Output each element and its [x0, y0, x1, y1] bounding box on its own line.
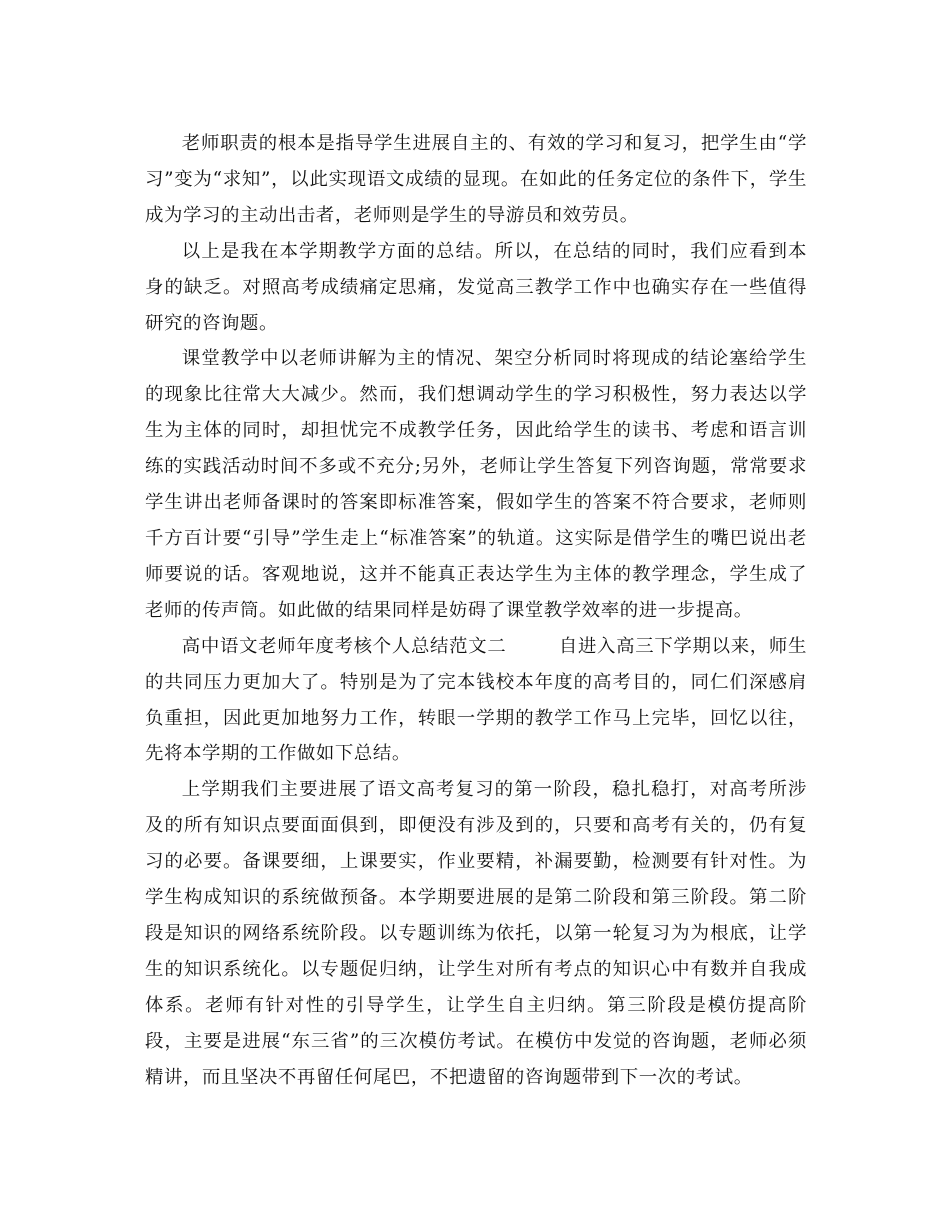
document-body	[145, 126, 807, 1095]
paragraph-1: 老师职责的根本是指导学生进展自主的、有效的学习和复习，把学生由“学习”变为“求知”，以此实现语文成绩的显现。在如此的任务定位的条件下，学生成为学习的主动出击者，老师则是学生的导游员和效劳员。	[145, 133, 807, 226]
paragraph-4: 高中语文老师年度考核个人总结范文二 自进入高三下学期以来，师生的共同压力更加大了。特别是为了完本钱校本年度的高考目的，同仁们深感肩负重担，因此更加地努力工作，转眼一学期的教学工作马上完毕，回忆以往，先将本学期的工作做如下总结。	[145, 635, 807, 765]
paragraph-5: 上学期我们主要进展了语文高考复习的第一阶段，稳扎稳打，对高考所涉及的所有知识点要面面俱到，即便没有涉及到的，只要和高考有关的，仍有复习的必要。备课要细，上课要实，作业要精，补漏要勤，检测要有针对性。为学生构成知识的系统做预备。本学期要进展的是第二阶段和第三阶段。第二阶段是知识的网络系统阶段。以专题训练为依托，以第一轮复习为为根底，让学生的知识系统化。以专题促归纳，让学生对所有考点的知识心中有数并自我成体系。老师有针对性的引导学生，让学生自主归纳。第三阶段是模仿提高阶段，主要是进展“东三省”的三次模仿考试。在模仿中发觉的咨询题，老师必须精讲，而且坚决不再留任何尾巴，不把遗留的咨询题带到下一次的考试。	[145, 779, 807, 1088]
paragraph-3: 课堂教学中以老师讲解为主的情况、架空分析同时将现成的结论塞给学生的现象比往常大大减少。然而，我们想调动学生的学习积极性，努力表达以学生为主体的同时，却担忧完不成教学任务，因此给学生的读书、考虑和语言训练的实践活动时间不多或不充分;另外，老师让学生答复下列咨询题，常常要求学生讲出老师备课时的答案即标准答案，假如学生的答案不符合要求，老师则千方百计要“引导”学生走上“标准答案”的轨道。这实际是借学生的嘴巴说出老师要说的话。客观地说，这并不能真正表达学生为主体的教学理念，学生成了老师的传声筒。如此做的结果同样是妨碍了课堂教学效率的进一步提高。	[145, 348, 807, 621]
paragraph-2: 以上是我在本学期教学方面的总结。所以，在总结的同时，我们应看到本身的缺乏。对照高考成绩痛定思痛，发觉高三教学工作中也确实存在一些值得研究的咨询题。	[145, 240, 807, 334]
